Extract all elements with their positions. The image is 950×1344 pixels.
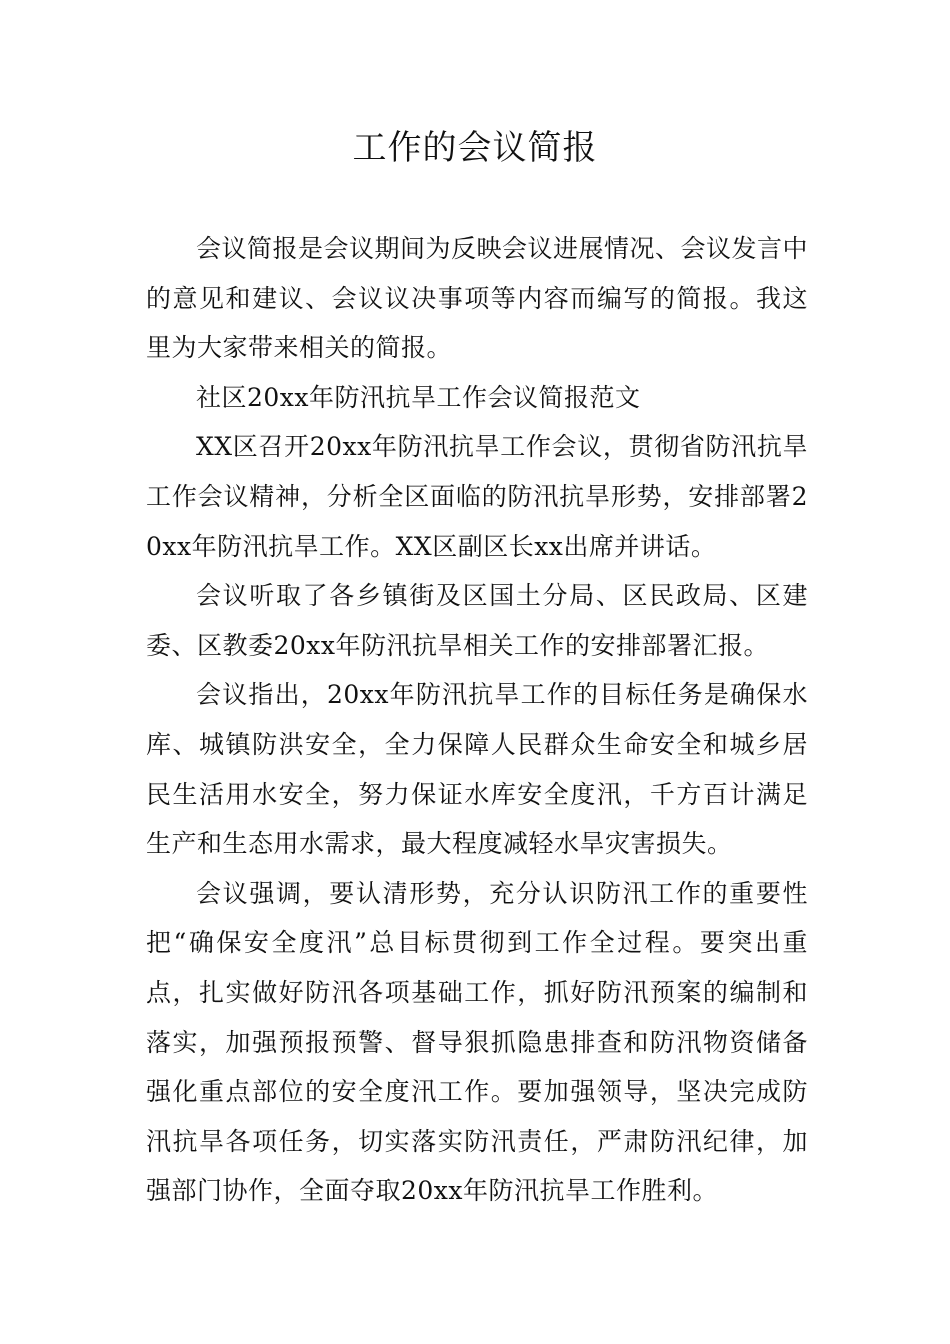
paragraph-reports: 会议听取了各乡镇街及区国土分局、区民政局、区建委、区教委20xx年防汛抗旱相关工作的安排部署汇报。: [146, 581, 808, 660]
paragraph-subtitle: 社区20xx年防汛抗旱工作会议简报范文: [196, 382, 641, 412]
document-body: [146, 224, 808, 1216]
paragraph-goals: 会议指出，20xx年防汛抗旱工作的目标任务是确保水库、城镇防洪安全，全力保障人民群众生命安全和城乡居民生活用水安全，努力保证水库安全度汛，千方百计满足生产和生态用水需求，最大程度减轻水旱灾害损失。: [146, 680, 808, 859]
paragraph-emphasis: 会议强调，要认清形势，充分认识防汛工作的重要性把“确保安全度汛”总目标贯彻到工作全过程。要突出重点，扎实做好防汛各项基础工作，抓好防汛预案的编制和落实，加强预报预警、督导狠抓隐患排查和防汛物资储备强化重点部位的安全度汛工作。要加强领导，坚决完成防汛抗旱各项任务，切实落实防汛责任，严肃防汛纪律，加强部门协作，全面夺取20xx年防汛抗旱工作胜利。: [146, 878, 808, 1206]
paragraph-meeting: XX区召开20xx年防汛抗旱工作会议，贯彻省防汛抗旱工作会议精神，分析全区面临的防汛抗旱形势，安排部署20xx年防汛抗旱工作。XX区副区长xx出席并讲话。: [146, 432, 808, 561]
page-title: 工作的会议简报: [352, 128, 598, 168]
paragraph-intro: 会议简报是会议期间为反映会议进展情况、会议发言中的意见和建议、会议议决事项等内容而编写的简报。我这里为大家带来相关的简报。: [146, 234, 809, 363]
